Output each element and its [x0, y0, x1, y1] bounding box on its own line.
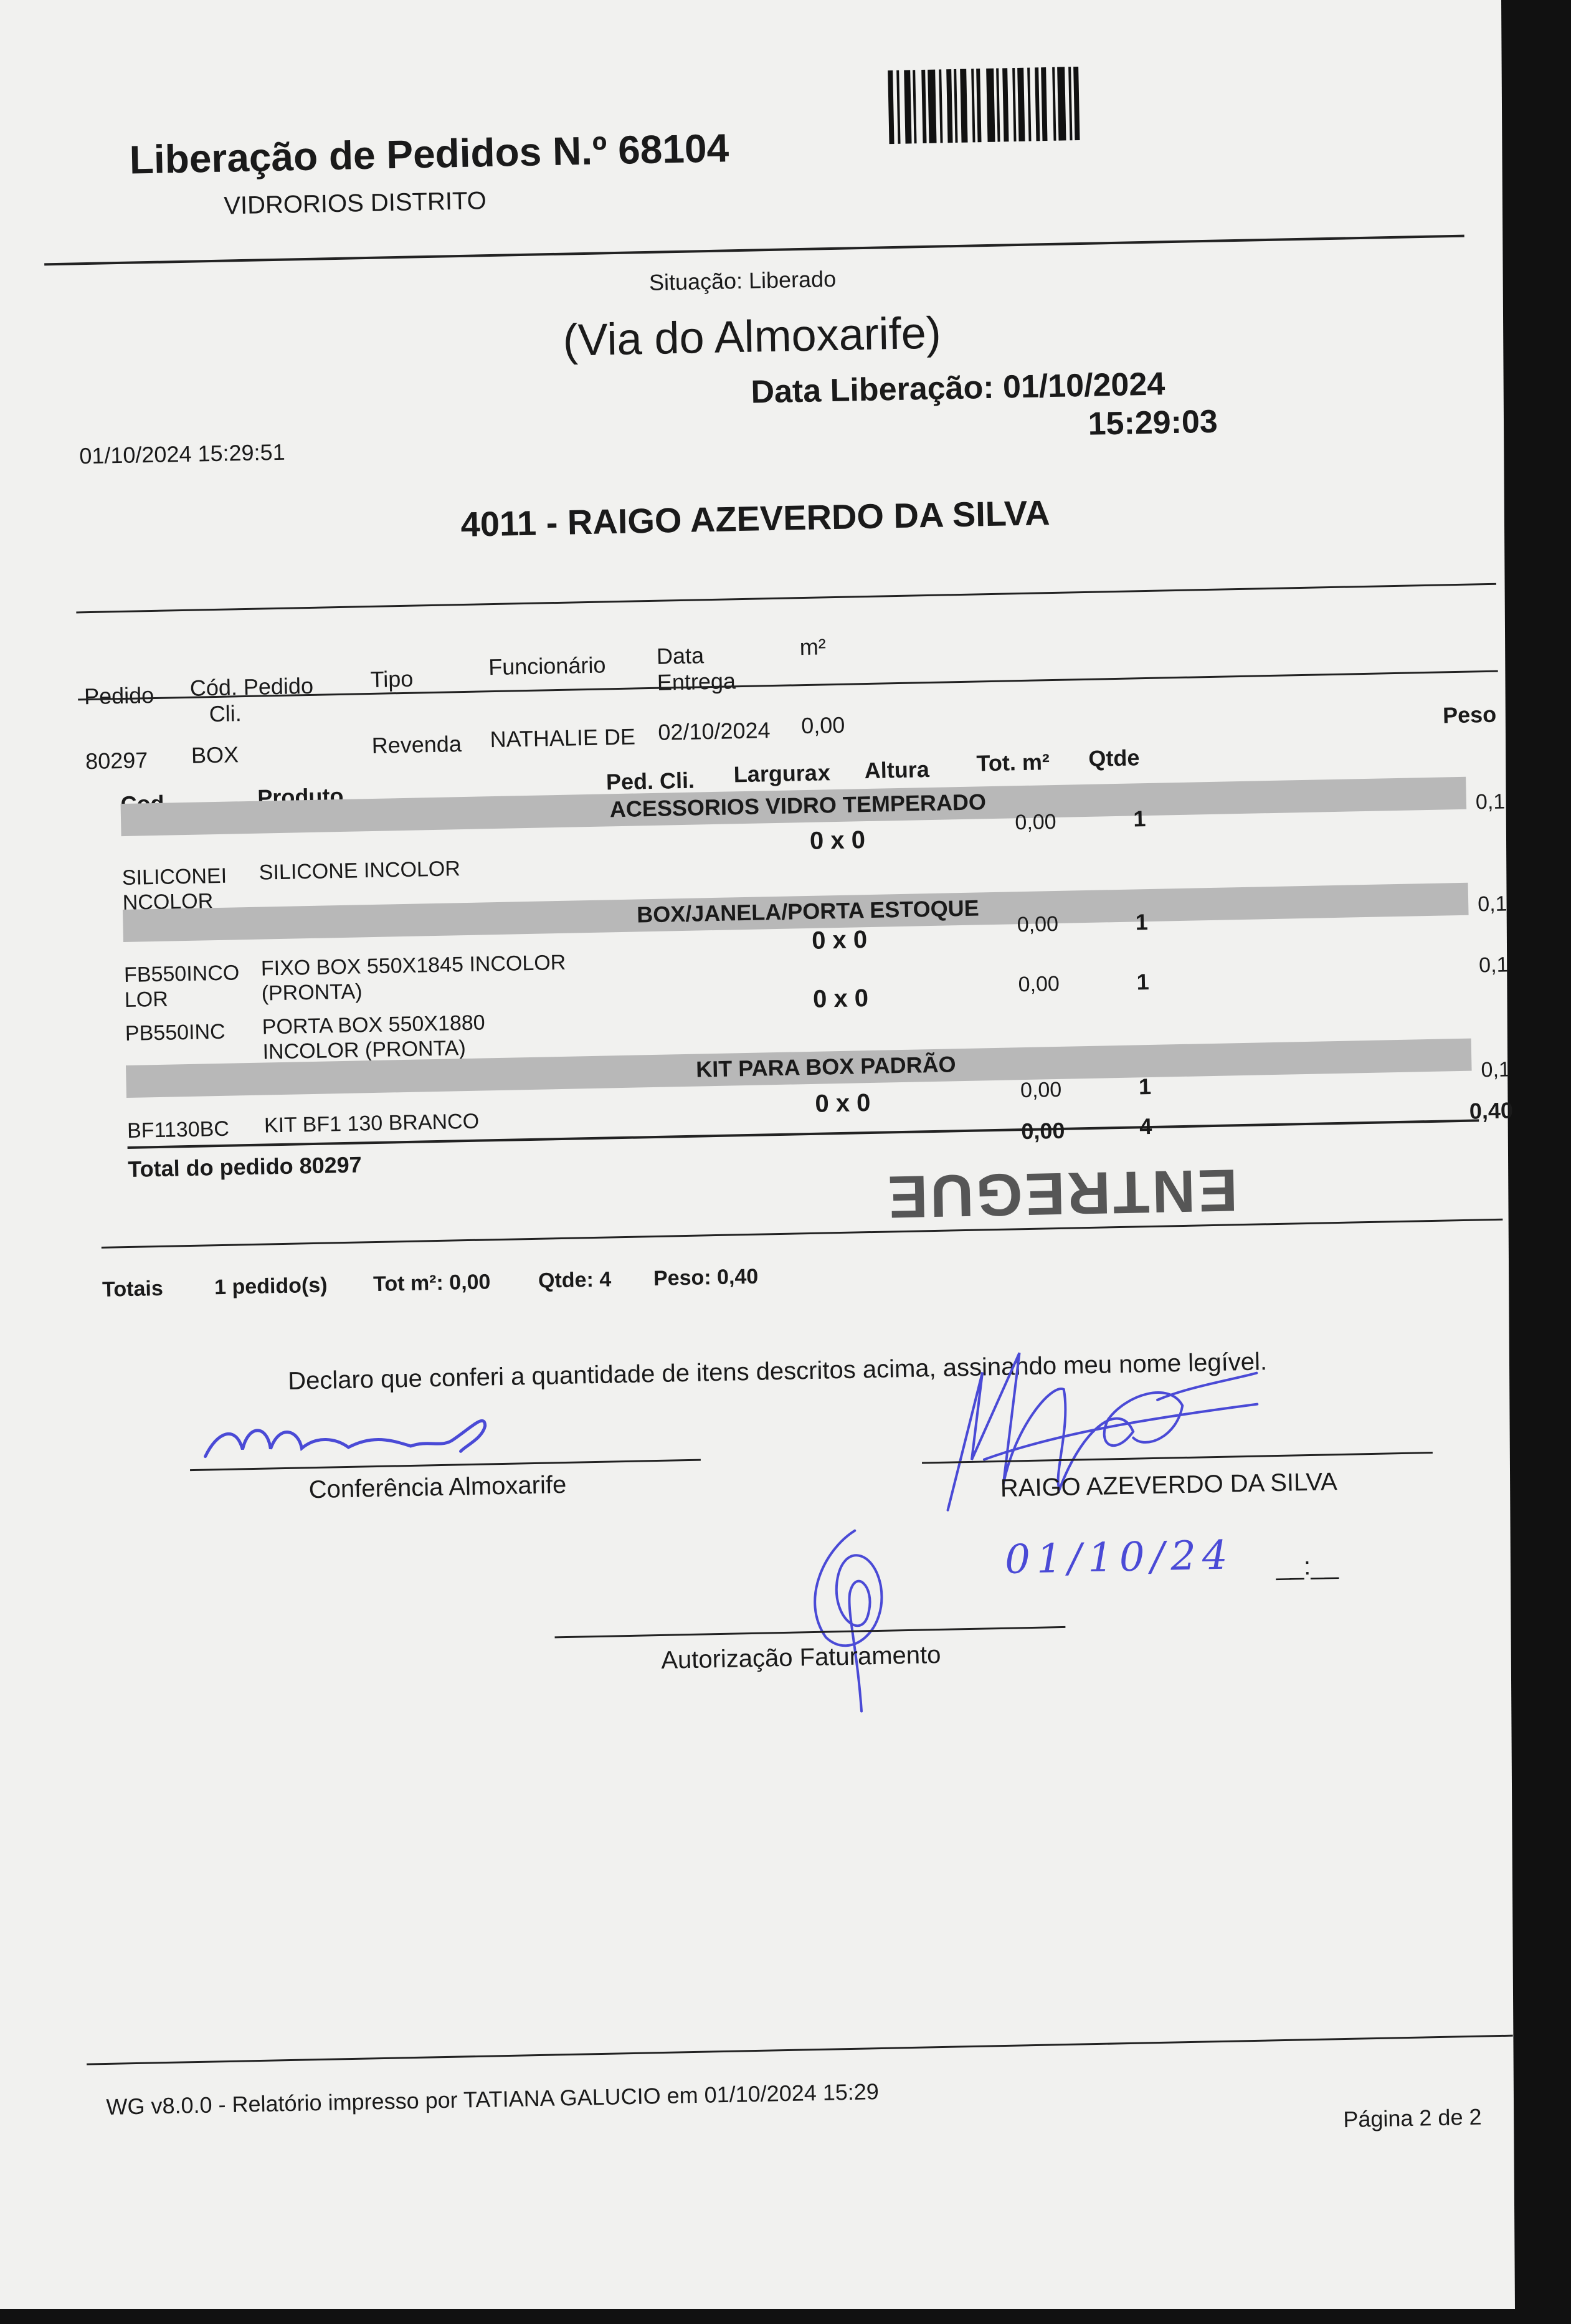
group-title: BOX/JANELA/PORTA ESTOQUE — [636, 895, 980, 928]
item-peso: 0,1 — [1478, 953, 1509, 978]
col-funcionario: Funcionário — [488, 652, 606, 680]
item-produto: SILICONE INCOLOR — [259, 857, 461, 885]
col-x: x — [817, 760, 831, 786]
client-name: 4011 - RAIGO AZEVERDO DA SILVA — [460, 493, 1051, 545]
page-number: Página 2 de 2 — [1342, 2103, 1482, 2133]
order-tipo: Revenda — [371, 731, 462, 758]
order-m2: 0,00 — [800, 712, 845, 739]
document-title: Liberação de Pedidos N.º 68104 — [129, 125, 729, 183]
order-funcionario: NATHALIE DE — [490, 723, 636, 753]
item-tot-m2: 0,00 — [1015, 809, 1057, 835]
totals-qtde: Qtde: 4 — [538, 1267, 612, 1293]
section-divider — [102, 1219, 1503, 1249]
release-time: 15:29:03 — [1088, 403, 1218, 442]
signature-autorizacao — [786, 1523, 927, 1725]
item-peso: 0,1 — [1475, 789, 1506, 814]
totals-m2: Tot m²: 0,00 — [373, 1270, 491, 1297]
item-qtde: 1 — [1138, 1073, 1152, 1100]
item-tot-m2: 0,00 — [1017, 912, 1059, 937]
order-cod-cli: BOX — [191, 741, 239, 768]
col-m2: m² — [799, 634, 827, 660]
item-tot-m2: 0,00 — [1020, 1077, 1062, 1103]
order-total-label: Total do pedido 80297 — [127, 1151, 363, 1182]
col-qtde: Qtde — [1088, 745, 1140, 771]
group-title: KIT PARA BOX PADRÃO — [695, 1051, 956, 1082]
item-dim: 0 x 0 — [815, 1089, 871, 1118]
item-qtde: 1 — [1136, 969, 1150, 995]
col-tipo: Tipo — [370, 665, 414, 692]
col-data: Data — [656, 642, 705, 669]
item-qtde: 1 — [1135, 909, 1149, 935]
item-cod: FB550INCO — [123, 961, 240, 988]
footer-divider — [87, 2035, 1513, 2065]
declaration-text: Declaro que conferi a quantidade de itens descritos acima, assinando meu nome legível. — [287, 1348, 1268, 1395]
order-total-m2: 0,00 — [1020, 1117, 1065, 1145]
totals-pedidos: 1 pedido(s) — [214, 1273, 328, 1300]
delivered-stamp: ENTREGUE — [885, 1156, 1238, 1231]
printed-by: WG v8.0.0 - Relatório impresso por TATIANA GALUCIO em 01/10/2024 15:29 — [106, 2079, 880, 2120]
totals-label: Totais — [102, 1276, 164, 1302]
company-name: VIDRORIOS DISTRITO — [223, 187, 487, 220]
col-peso: Peso — [1442, 701, 1497, 728]
col-produto: Produto — [257, 783, 344, 811]
copy-type: (Via do Almoxarife) — [562, 308, 942, 366]
item-peso: 0,1 — [1477, 892, 1507, 917]
col-tot-m2: Tot. m² — [976, 749, 1050, 776]
item-tot-m2: 0,00 — [1018, 971, 1060, 997]
order-total-qtde: 4 — [1139, 1113, 1152, 1140]
item-cod: BF1130BC — [126, 1117, 230, 1143]
col-cod-pedido-cli: Cli. — [209, 700, 242, 727]
item-produto: KIT BF1 130 BRANCO — [263, 1109, 480, 1138]
item-cod: PB550INC — [125, 1019, 225, 1046]
item-cod: SILICONEI — [121, 864, 227, 890]
col-data-entrega: Entrega — [657, 668, 736, 695]
col-largura: Largura — [733, 760, 818, 788]
release-date: Data Liberação: 01/10/2024 — [750, 366, 1165, 411]
status-text: Situação: Liberado — [648, 265, 837, 295]
item-produto-cont: (PRONTA) — [261, 979, 363, 1006]
conferencia-label: Conferência Almoxarife — [308, 1470, 567, 1504]
col-pedido: Pedido — [83, 682, 154, 710]
item-dim: 0 x 0 — [812, 984, 869, 1013]
item-produto: PORTA BOX 550X1880 — [262, 1011, 485, 1039]
item-cod-cont: NCOLOR — [122, 889, 214, 915]
autorizacao-label: Autorização Faturamento — [660, 1641, 941, 1674]
item-peso: 0,1 — [1481, 1057, 1511, 1082]
item-dim: 0 x 0 — [811, 926, 868, 955]
client-divider — [76, 583, 1496, 614]
order-pedido: 80297 — [85, 747, 148, 774]
group-title: ACESSORIOS VIDRO TEMPERADO — [609, 789, 987, 822]
col-cod-pedido: Cód. Pedido — [189, 672, 314, 701]
item-cod-cont: LOR — [124, 987, 169, 1012]
item-produto-cont: INCOLOR (PRONTA) — [262, 1036, 467, 1064]
col-altura: Altura — [864, 756, 930, 784]
time-blank: __:__ — [1276, 1552, 1339, 1581]
item-produto: FIXO BOX 550X1845 INCOLOR — [260, 950, 566, 981]
client-signature-name: RAIGO AZEVERDO DA SILVA — [1000, 1468, 1338, 1502]
header-divider — [44, 235, 1464, 266]
order-data-entrega: 02/10/2024 — [658, 717, 771, 745]
item-qtde: 1 — [1132, 806, 1146, 832]
barcode-image — [888, 65, 1132, 144]
col-ped-cli: Ped. Cli. — [605, 767, 695, 795]
order-total-peso: 0,40 — [1469, 1097, 1514, 1124]
totals-peso: Peso: 0,40 — [653, 1264, 759, 1291]
handwritten-date: 01/10/24 — [1004, 1532, 1235, 1583]
print-timestamp: 01/10/2024 15:29:51 — [78, 439, 285, 469]
item-dim: 0 x 0 — [809, 826, 866, 855]
